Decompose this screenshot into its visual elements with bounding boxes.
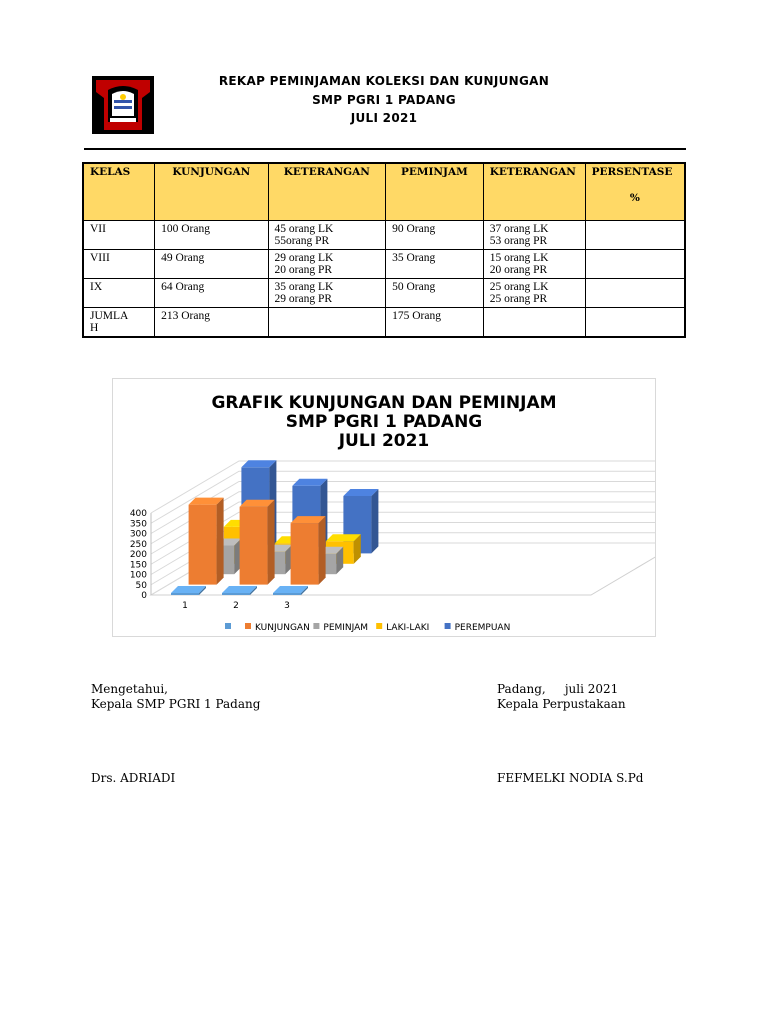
y-tick-label: 350 [129, 519, 147, 530]
table-header-row [83, 163, 685, 221]
signature-left-greeting: Mengetahui, [91, 682, 168, 696]
column-header-keterangan-2: KETERANGAN [483, 163, 585, 221]
cell-kunjungan: 49 Orang [155, 250, 268, 279]
cell-kelas: VIII [83, 250, 155, 279]
bar-KUNJUNGAN-side [217, 498, 224, 585]
column-header-kunjungan: KUNJUNGAN [155, 163, 268, 221]
cell-line: 29 orang LK [274, 252, 334, 264]
cell-line: 53 orang PR [489, 235, 548, 247]
header-school: SMP PGRI 1 PADANG [312, 93, 456, 107]
cell-keterangan-kunjungan [268, 221, 386, 250]
y-tick-label: 250 [129, 539, 147, 550]
bar-series-front [273, 593, 301, 595]
chart-container [112, 378, 656, 637]
column-header-keterangan-1: KETERANGAN [268, 163, 386, 221]
header-divider [84, 148, 686, 150]
column-header-peminjam: PEMINJAM [386, 163, 484, 221]
column-header-kelas: KELAS [83, 163, 155, 221]
y-tick-label: 300 [129, 529, 147, 540]
y-tick-label: 0 [141, 591, 147, 601]
cell-kelas: IX [83, 279, 155, 308]
chart-subtitle-date: JULI 2021 [338, 431, 430, 451]
cell-kelas [83, 308, 155, 338]
legend-swatch [225, 623, 231, 629]
cell-persentase [585, 250, 685, 279]
persentase-label: PERSENTASE [591, 166, 673, 178]
y-tick-label: 50 [135, 580, 147, 591]
y-tick-label: 100 [129, 570, 147, 581]
percent-label: % [629, 192, 640, 204]
cell-line: 37 orang LK [489, 223, 549, 235]
table-row [83, 250, 685, 279]
x-tick-label: 2 [233, 601, 239, 611]
legend-swatch [313, 623, 319, 629]
cell-peminjam: 175 Orang [386, 308, 484, 338]
cell-line: 35 orang LK [274, 281, 334, 293]
signature-left-name: Drs. ADRIADI [91, 771, 176, 785]
cell-line: 15 orang LK [489, 252, 549, 264]
cell-line: 45 orang LK [274, 223, 334, 235]
cell-line: 55orang PR [274, 235, 330, 247]
table-row [83, 221, 685, 250]
y-tick-label: 150 [129, 560, 147, 571]
cell-kunjungan: 213 Orang [155, 308, 268, 338]
cell-line: H [90, 322, 99, 334]
gridline [151, 461, 655, 513]
x-tick-label: 1 [182, 601, 188, 611]
chart-title: GRAFIK KUNJUNGAN DAN PEMINJAM [211, 393, 557, 413]
legend-label: LAKI-LAKI [386, 623, 430, 633]
bar-KUNJUNGAN-side [268, 500, 275, 585]
table-row [83, 279, 685, 308]
cell-line: 29 orang PR [274, 293, 333, 305]
cell-line: JUMLA [90, 310, 129, 322]
table-row-total [83, 308, 685, 338]
bar-KUNJUNGAN-front [240, 507, 268, 585]
legend-swatch [376, 623, 382, 629]
cell-kelas: VII [83, 221, 155, 250]
y-tick-label: 200 [129, 550, 147, 560]
cell-persentase [585, 308, 685, 338]
chart-plot [113, 379, 655, 636]
cell-kunjungan: 100 Orang [155, 221, 268, 250]
rekap-table [82, 162, 686, 338]
cell-keterangan-kunjungan [268, 308, 386, 338]
cell-line: 25 orang LK [489, 281, 549, 293]
gridline [151, 471, 655, 523]
signature-right-name: FEFMELKI NODIA S.Pd [497, 771, 644, 785]
bar-KUNJUNGAN-side [319, 516, 326, 585]
cell-keterangan-peminjam [483, 279, 585, 308]
cell-line: 20 orang PR [489, 264, 548, 276]
bar-PEREMPUAN-side [371, 489, 378, 553]
cell-persentase [585, 279, 685, 308]
cell-kunjungan: 64 Orang [155, 279, 268, 308]
cell-peminjam: 50 Orang [386, 279, 484, 308]
header-date: JULI 2021 [350, 111, 418, 125]
cell-keterangan-peminjam [483, 250, 585, 279]
legend-label: PEMINJAM [323, 623, 369, 633]
cell-line: 20 orang PR [274, 264, 333, 276]
bar-KUNJUNGAN-front [291, 523, 319, 585]
cell-keterangan-kunjungan [268, 250, 386, 279]
cell-peminjam: 90 Orang [386, 221, 484, 250]
bar-series-front [222, 593, 250, 595]
cell-keterangan-kunjungan [268, 279, 386, 308]
header-title: REKAP PEMINJAMAN KOLEKSI DAN KUNJUNGAN [218, 74, 550, 88]
signature-left-title: Kepala SMP PGRI 1 Padang [91, 697, 261, 711]
y-tick-label: 400 [129, 509, 147, 519]
legend-label: KUNJUNGAN [255, 623, 310, 633]
cell-keterangan-peminjam [483, 221, 585, 250]
legend-label: PEREMPUAN [454, 623, 511, 633]
legend-swatch [445, 623, 451, 629]
chart-subtitle-school: SMP PGRI 1 PADANG [285, 412, 483, 432]
legend-swatch [245, 623, 251, 629]
cell-peminjam: 35 Orang [386, 250, 484, 279]
signature-right-place-date: Padang, juli 2021 [497, 682, 619, 696]
signature-right-title: Kepala Perpustakaan [497, 697, 626, 711]
x-tick-label: 3 [284, 601, 290, 611]
bar-series-front [171, 593, 199, 595]
column-header-persentase [585, 163, 685, 221]
cell-keterangan-peminjam [483, 308, 585, 338]
bar-KUNJUNGAN-front [189, 505, 217, 585]
cell-line: 25 orang PR [489, 293, 548, 305]
cell-persentase [585, 221, 685, 250]
